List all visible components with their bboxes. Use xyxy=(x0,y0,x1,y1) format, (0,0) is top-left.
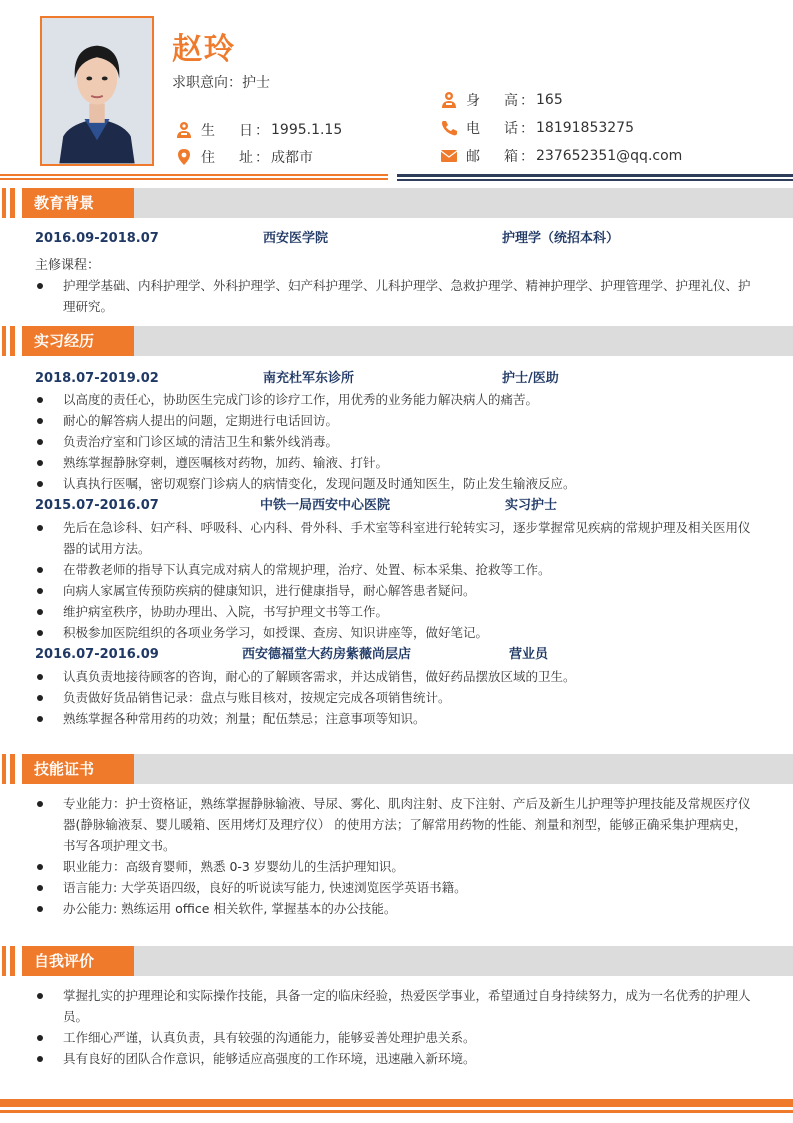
header-divider-right xyxy=(397,174,793,181)
list-item: 负责做好货品销售记录：盘点与账目核对，按规定完成各项销售统计。 xyxy=(35,687,755,708)
candidate-name: 赵玲 xyxy=(172,32,236,67)
job-duties-list xyxy=(35,389,755,494)
section-header-education xyxy=(0,188,793,218)
footer-bar xyxy=(0,1099,793,1107)
job-intent: 求职意向：护士 xyxy=(172,75,270,91)
skills-list xyxy=(35,793,755,919)
info-birthday: 生日 ： 1995.1.15 xyxy=(175,120,342,140)
job-row xyxy=(35,497,755,515)
list-item: 职业能力：高级育婴师，熟悉 0-3 岁婴幼儿的生活护理知识。 xyxy=(35,856,755,877)
info-email: 邮箱 ： 237652351@qq.com xyxy=(440,146,682,166)
list-item: 办公能力: 熟练运用 office 相关软件, 掌握基本的办公技能。 xyxy=(35,898,755,919)
education-school: 西安医学院 xyxy=(263,231,329,246)
job-date: 2015.07-2016.07 xyxy=(35,498,159,513)
section-title: 自我评价 xyxy=(22,946,134,976)
section-header-skills xyxy=(0,754,793,784)
list-item: 以高度的责任心，协助医生完成门诊的诊疗工作，用优秀的业务能力解决病人的痛苦。 xyxy=(35,389,755,410)
job-date: 2018.07-2019.02 xyxy=(35,371,159,386)
section-title: 技能证书 xyxy=(22,754,134,784)
address-value: 成都市 xyxy=(271,150,313,166)
email-label: 邮箱 xyxy=(466,149,518,165)
education-row xyxy=(35,230,755,248)
job-role: 护士/医助 xyxy=(502,371,559,386)
location-pin-icon xyxy=(175,148,193,166)
list-item: 熟练掌握各种常用药的功效；剂量；配伍禁忌；注意事项等知识。 xyxy=(35,708,755,729)
height-label: 身高 xyxy=(466,93,518,109)
info-height: 身高 ： 165 xyxy=(440,90,563,110)
phone-icon xyxy=(440,119,458,137)
email-value: 237652351@qq.com xyxy=(536,148,683,164)
section-header-internship xyxy=(0,326,793,356)
phone-value: 18191853275 xyxy=(536,120,634,136)
birthday-label: 生日 xyxy=(201,123,253,139)
list-item: 负责治疗室和门诊区域的清洁卫生和紫外线消毒。 xyxy=(35,431,755,452)
list-item: 耐心的解答病人提出的问题，定期进行电话回访。 xyxy=(35,410,755,431)
list-item: 向病人家属宣传预防疾病的健康知识，进行健康指导，耐心解答患者疑问。 xyxy=(35,580,755,601)
list-item: 语言能力: 大学英语四级，良好的听说读写能力, 快速浏览医学英语书籍。 xyxy=(35,877,755,898)
list-item: 专业能力：护士资格证，熟练掌握静脉输液、导尿、雾化、肌肉注射、皮下注射、产后及新生儿护理等护理技能及常规医疗仪器(静脉输液泵、婴儿暖箱、医用烤灯及理疗仪） 的使用方法；了解常用药物的性能、剂量和剂型，能够正确采集护理病史，书写各项护理文书。 xyxy=(35,793,755,856)
self-eval-list xyxy=(35,985,755,1069)
job-org: 中铁一局西安中心医院 xyxy=(260,498,391,513)
list-item: 先后在急诊科、妇产科、呼吸科、心内科、骨外科、手术室等科室进行轮转实习，逐步掌握常见疾病的常规护理及相关医用仪器的试用方法。 xyxy=(35,517,755,559)
header-divider-left xyxy=(0,174,388,181)
list-item: 认真执行医嘱，密切观察门诊病人的病情变化，发现问题及时通知医生，防止发生输液反应。 xyxy=(35,473,755,494)
job-date: 2016.07-2016.09 xyxy=(35,647,159,662)
person-icon xyxy=(440,91,458,109)
info-phone: 电话 ： 18191853275 xyxy=(440,118,634,138)
education-date: 2016.09-2018.07 xyxy=(35,231,159,246)
birthday-value: 1995.1.15 xyxy=(271,122,343,138)
section-title: 教育背景 xyxy=(22,188,134,218)
info-address: 住址 ： 成都市 xyxy=(175,147,313,167)
list-item: 熟练掌握静脉穿刺，遵医嘱核对药物，加药、输液、打针。 xyxy=(35,452,755,473)
profile-photo xyxy=(40,16,154,166)
list-item: 认真负责地接待顾客的咨询，耐心的了解顾客需求，并达成销售，做好药品摆放区域的卫生。 xyxy=(35,666,755,687)
list-item: 工作细心严谨，认真负责，具有较强的沟通能力，能够妥善处理护患关系。 xyxy=(35,1027,755,1048)
footer-bar-thin xyxy=(0,1110,793,1113)
job-role: 实习护士 xyxy=(505,498,558,513)
portrait-image xyxy=(42,18,152,164)
list-item: 在带教老师的指导下认真完成对病人的常规护理，治疗、处置、标本采集、抢救等工作。 xyxy=(35,559,755,580)
list-item: 护理学基础、内科护理学、外科护理学、妇产科护理学、儿科护理学、急救护理学、精神护理学、护理管理学、护理礼仪、护理研究。 xyxy=(35,275,755,317)
courses-list xyxy=(35,275,755,317)
job-org: 南充杜军东诊所 xyxy=(263,371,355,386)
mail-icon xyxy=(440,147,458,165)
job-role: 营业员 xyxy=(509,647,549,662)
list-item: 具有良好的团队合作意识，能够适应高强度的工作环境，迅速融入新环境。 xyxy=(35,1048,755,1069)
address-label: 住址 xyxy=(201,150,253,166)
section-title: 实习经历 xyxy=(22,326,134,356)
job-row xyxy=(35,646,755,664)
section-header-self-eval xyxy=(0,946,793,976)
education-major: 护理学（统招本科） xyxy=(502,231,620,246)
list-item: 积极参加医院组织的各项业务学习，如授课、查房、知识讲座等，做好笔记。 xyxy=(35,622,755,643)
person-icon xyxy=(175,121,193,139)
job-row xyxy=(35,370,755,388)
list-item: 维护病室秩序，协助办理出、入院，书写护理文书等工作。 xyxy=(35,601,755,622)
height-value: 165 xyxy=(536,92,563,108)
job-org: 西安德福堂大药房紫薇尚层店 xyxy=(242,647,412,662)
courses-label: 主修课程： xyxy=(35,258,101,273)
job-duties-list xyxy=(35,666,755,729)
phone-label: 电话 xyxy=(466,121,518,137)
job-duties-list xyxy=(35,517,755,643)
list-item: 掌握扎实的护理理论和实际操作技能，具备一定的临床经验，热爱医学事业，希望通过自身持续努力，成为一名优秀的护理人员。 xyxy=(35,985,755,1027)
